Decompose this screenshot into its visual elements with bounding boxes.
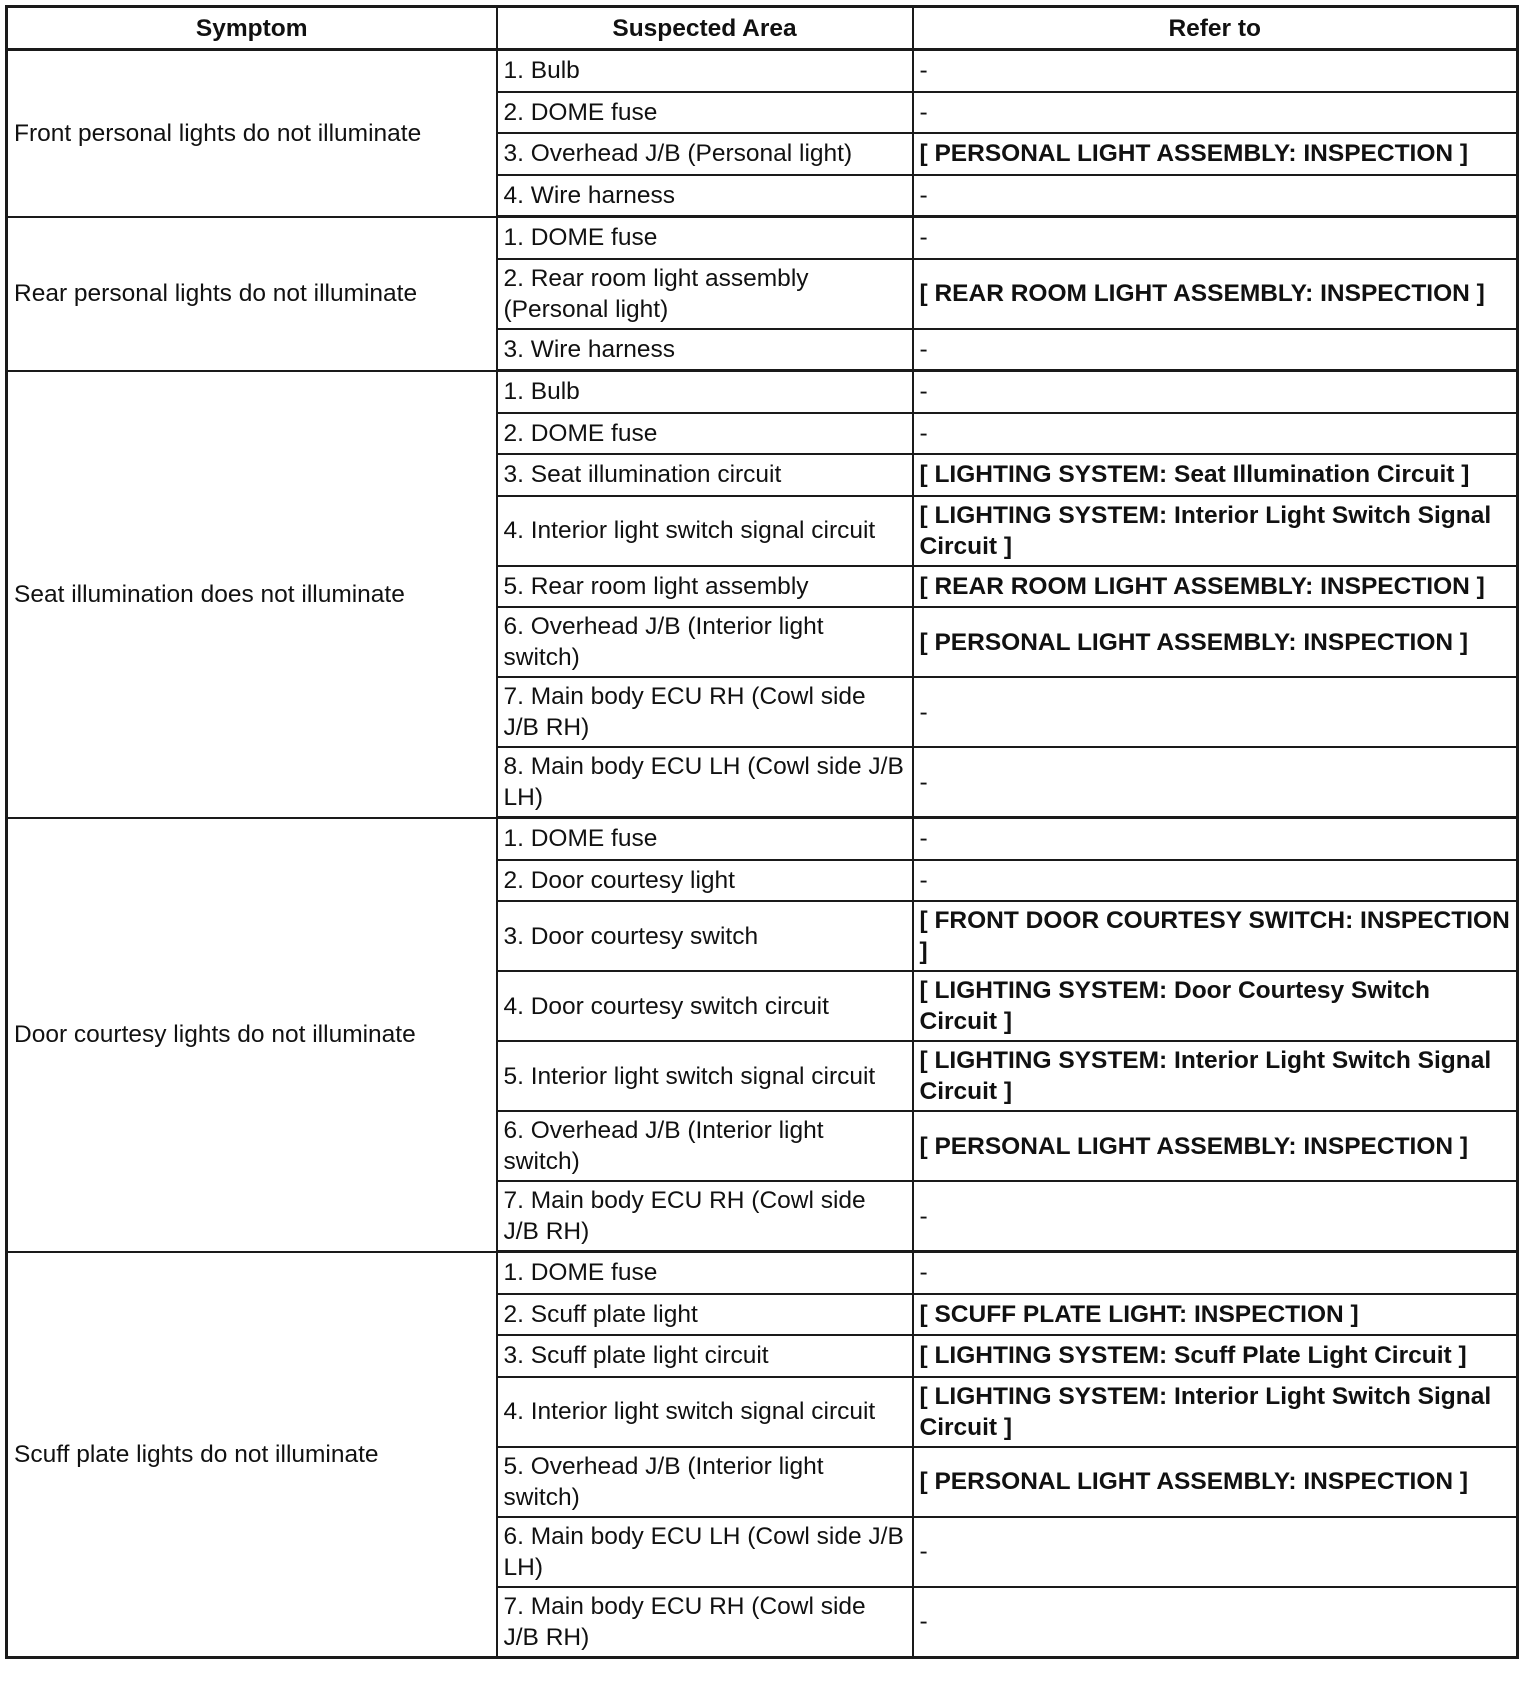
suspected-area-cell: 1. Bulb <box>497 371 913 413</box>
suspected-area-cell: 2. Scuff plate light <box>497 1294 913 1336</box>
refer-to-cell: - <box>913 860 1518 902</box>
table-row <box>7 818 1518 860</box>
refer-to-cell: - <box>913 371 1518 413</box>
refer-to-cell: - <box>913 175 1518 217</box>
refer-to-cell: - <box>913 50 1518 92</box>
refer-to-link[interactable]: [ PERSONAL LIGHT ASSEMBLY: INSPECTION ] <box>913 133 1518 175</box>
suspected-area-cell: 3. Scuff plate light circuit <box>497 1335 913 1377</box>
refer-to-link[interactable]: [ REAR ROOM LIGHT ASSEMBLY: INSPECTION ] <box>913 259 1518 329</box>
suspected-area-cell: 7. Main body ECU RH (Cowl side J/B RH) <box>497 1587 913 1658</box>
table-row <box>7 217 1518 259</box>
refer-to-link[interactable]: [ REAR ROOM LIGHT ASSEMBLY: INSPECTION ] <box>913 566 1518 608</box>
refer-to-cell: - <box>913 1517 1518 1587</box>
suspected-area-cell: 1. DOME fuse <box>497 217 913 259</box>
suspected-area-cell: 2. DOME fuse <box>497 92 913 134</box>
suspected-area-cell: 4. Interior light switch signal circuit <box>497 496 913 566</box>
table-row <box>7 50 1518 92</box>
refer-to-cell: - <box>913 92 1518 134</box>
refer-to-link[interactable]: [ PERSONAL LIGHT ASSEMBLY: INSPECTION ] <box>913 1447 1518 1517</box>
refer-to-link[interactable]: [ LIGHTING SYSTEM: Interior Light Switch Signal Circuit ] <box>913 1041 1518 1111</box>
table-row <box>7 1252 1518 1294</box>
refer-to-link[interactable]: [ LIGHTING SYSTEM: Door Courtesy Switch Circuit ] <box>913 971 1518 1041</box>
suspected-area-cell: 2. DOME fuse <box>497 413 913 455</box>
refer-to-cell: - <box>913 1181 1518 1252</box>
refer-to-cell: - <box>913 747 1518 818</box>
refer-to-link[interactable]: [ PERSONAL LIGHT ASSEMBLY: INSPECTION ] <box>913 1111 1518 1181</box>
refer-to-cell: - <box>913 1252 1518 1294</box>
refer-to-cell: - <box>913 677 1518 747</box>
suspected-area-cell: 5. Interior light switch signal circuit <box>497 1041 913 1111</box>
suspected-area-cell: 4. Interior light switch signal circuit <box>497 1377 913 1447</box>
problem-symptoms-table <box>5 5 1519 1659</box>
refer-to-link[interactable]: [ PERSONAL LIGHT ASSEMBLY: INSPECTION ] <box>913 607 1518 677</box>
refer-to-cell: - <box>913 1587 1518 1658</box>
refer-to-link[interactable]: [ LIGHTING SYSTEM: Interior Light Switch Signal Circuit ] <box>913 496 1518 566</box>
suspected-area-cell: 8. Main body ECU LH (Cowl side J/B LH) <box>497 747 913 818</box>
symptom-cell: Seat illumination does not illuminate <box>7 371 497 818</box>
refer-to-cell: - <box>913 413 1518 455</box>
suspected-area-cell: 1. Bulb <box>497 50 913 92</box>
refer-to-cell: - <box>913 329 1518 371</box>
suspected-area-cell: 1. DOME fuse <box>497 1252 913 1294</box>
refer-to-link[interactable]: [ FRONT DOOR COURTESY SWITCH: INSPECTION ] <box>913 901 1518 971</box>
suspected-area-cell: 5. Rear room light assembly <box>497 566 913 608</box>
refer-to-link[interactable]: [ LIGHTING SYSTEM: Interior Light Switch Signal Circuit ] <box>913 1377 1518 1447</box>
suspected-area-cell: 6. Main body ECU LH (Cowl side J/B LH) <box>497 1517 913 1587</box>
refer-to-link[interactable]: [ SCUFF PLATE LIGHT: INSPECTION ] <box>913 1294 1518 1336</box>
refer-to-cell: - <box>913 818 1518 860</box>
suspected-area-cell: 3. Door courtesy switch <box>497 901 913 971</box>
suspected-area-cell: 3. Wire harness <box>497 329 913 371</box>
suspected-area-cell: 5. Overhead J/B (Interior light switch) <box>497 1447 913 1517</box>
header-refer-to: Refer to <box>913 7 1518 50</box>
suspected-area-cell: 6. Overhead J/B (Interior light switch) <box>497 1111 913 1181</box>
suspected-area-cell: 3. Overhead J/B (Personal light) <box>497 133 913 175</box>
symptom-cell: Door courtesy lights do not illuminate <box>7 818 497 1252</box>
suspected-area-cell: 4. Wire harness <box>497 175 913 217</box>
table-header-row <box>7 7 1518 50</box>
suspected-area-cell: 7. Main body ECU RH (Cowl side J/B RH) <box>497 677 913 747</box>
symptom-cell: Front personal lights do not illuminate <box>7 50 497 217</box>
suspected-area-cell: 4. Door courtesy switch circuit <box>497 971 913 1041</box>
suspected-area-cell: 2. Rear room light assembly (Personal light) <box>497 259 913 329</box>
symptom-cell: Rear personal lights do not illuminate <box>7 217 497 371</box>
refer-to-cell: - <box>913 217 1518 259</box>
header-suspected-area: Suspected Area <box>497 7 913 50</box>
suspected-area-cell: 3. Seat illumination circuit <box>497 454 913 496</box>
refer-to-link[interactable]: [ LIGHTING SYSTEM: Scuff Plate Light Circuit ] <box>913 1335 1518 1377</box>
symptom-cell: Scuff plate lights do not illuminate <box>7 1252 497 1658</box>
suspected-area-cell: 2. Door courtesy light <box>497 860 913 902</box>
refer-to-link[interactable]: [ LIGHTING SYSTEM: Seat Illumination Circuit ] <box>913 454 1518 496</box>
suspected-area-cell: 1. DOME fuse <box>497 818 913 860</box>
problem-symptoms-table-container <box>5 5 1516 1659</box>
header-symptom: Symptom <box>7 7 497 50</box>
table-row <box>7 371 1518 413</box>
suspected-area-cell: 6. Overhead J/B (Interior light switch) <box>497 607 913 677</box>
suspected-area-cell: 7. Main body ECU RH (Cowl side J/B RH) <box>497 1181 913 1252</box>
